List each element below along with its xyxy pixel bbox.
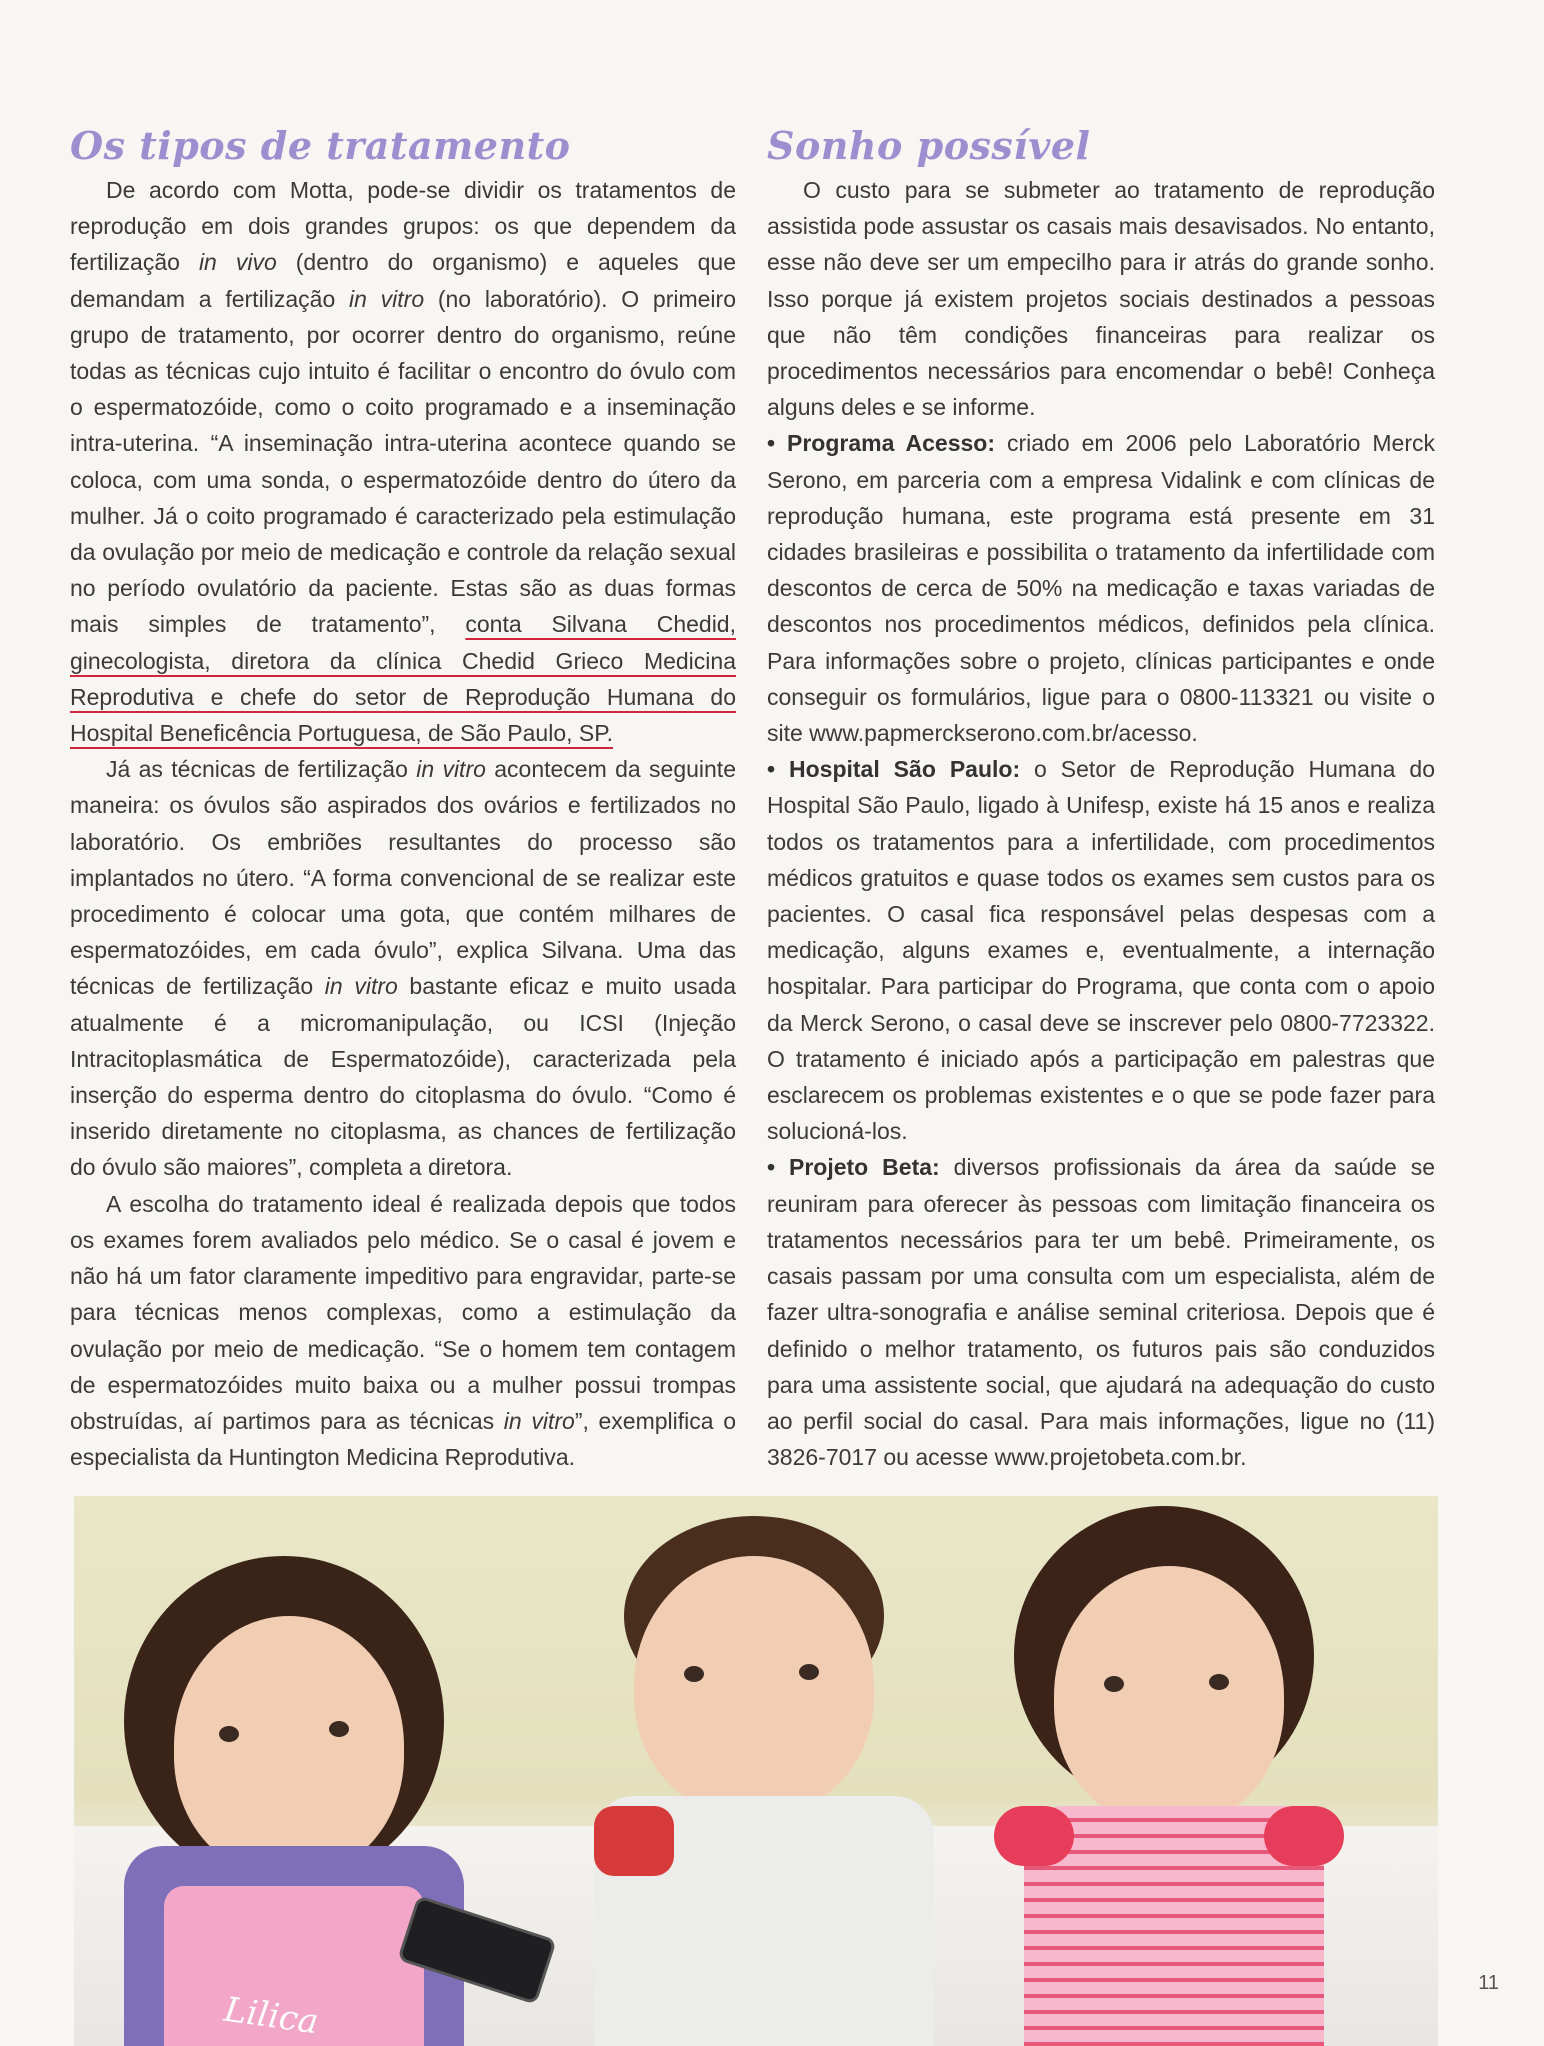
children-photo [74, 1496, 1438, 2046]
girl-left [104, 1556, 524, 2046]
bullet-label: • Projeto Beta: [767, 1154, 940, 1181]
girl-right [994, 1506, 1374, 2046]
text-run: Já as técnicas de fertilização [106, 756, 417, 783]
bullet-text: criado em 2006 pelo Laboratório Merck Serono, em parceria com a empresa Vidalink e com clínicas de reprodução humana, este programa está presente em 31 cidades brasileiras e possibilita o tratamento da infertilidade com descontos de cerca de 50% na medicação e taxas variadas de descontos nos procedimentos médicos, definidos pela clínica. Para informações sobre o projeto, clínicas participantes e onde conseguir os formulários, ligue para o 0800-113321 ou visite o site www.papmerckserono.com.br/acesso. [767, 430, 1435, 747]
italic-term: in vitro [324, 973, 398, 1000]
page-number: 11 [1478, 1972, 1499, 1994]
bullet-hospital-sao-paulo [767, 751, 1435, 1149]
bullet-label: • Hospital São Paulo: [767, 756, 1021, 783]
italic-term: in vitro [503, 1407, 575, 1434]
bullet-label: • Programa Acesso: [767, 430, 995, 457]
bullet-text: diversos profissionais da área da saúde se reuniram para oferecer às pessoas com limitação financeira os tratamentos necessários para ter um bebê. Primeiramente, os casais passam por uma consulta com um especialista, além de fazer ultra-sonografia e análise seminal criteriosa. Depois que é definido o melhor tratamento, os futuros pais são conduzidos para uma assistente social, que ajudará na adequação do custo ao perfil social do casal. Para mais informações, ligue no (11) 3826-7017 ou acesse www.projetobeta.com.br. [767, 1154, 1435, 1471]
section-heading-treatment-types: Os tipos de tratamento [70, 123, 571, 168]
paragraph-treatment-choice [70, 1186, 736, 1476]
underlined-attribution: conta Silvana Chedid, ginecologista, diretora da clínica Chedid Grieco Medicina Reprodutiva e chefe do setor de Reprodução Humana do Hospital Beneficência Portuguesa, de São Paulo, SP. [70, 611, 736, 747]
eye [1209, 1674, 1229, 1690]
italic-term: in vitro [416, 756, 486, 783]
text-run: (dentro do organismo) e aqueles que demandam a fertilização [70, 249, 736, 312]
face [634, 1556, 874, 1816]
text-run: (no laboratório). O primeiro grupo de tratamento, por ocorrer dentro do organismo, reúne todas as técnicas cujo intuito é facilitar o encontro do óvulo com o espermatozóide, como o coito programado e a inseminação intra-uterina. “A inseminação intra-uterina acontece quando se coloca, com uma sonda, o espermatozóide dentro do útero da mulher. Já o coito programado é caracterizado pela estimulação da ovulação por meio de medicação e controle da relação sexual no período ovulatório da paciente. Estas são as duas formas mais simples de tratamento”, [70, 285, 736, 638]
text-run: De acordo com Motta, pode-se dividir os tratamentos de reprodução em dois grandes grupos: os que dependem da fertilização [70, 177, 736, 276]
eye [684, 1666, 704, 1682]
right-column [767, 120, 1435, 1475]
face [1054, 1566, 1284, 1826]
left-column [70, 120, 736, 1475]
section-heading-possible-dream: Sonho possível [767, 123, 1091, 168]
italic-term: in vivo [198, 249, 277, 276]
pink-dress [164, 1886, 424, 2046]
boy-middle [594, 1516, 954, 2046]
paragraph-intro: O custo para se submeter ao tratamento de reprodução assistida pode assustar os casais mais desavisados. No entanto, esse não deve ser um empecilho para ir atrás do grande sonho. Isso porque já existem projetos sociais destinados a pessoas que não têm condições financeiras para realizar os procedimentos necessários para encomendar o bebê! Conheça alguns deles e se informe. [767, 177, 1435, 421]
bullet-programa-acesso [767, 425, 1435, 751]
eye [1104, 1676, 1124, 1692]
red-sleeve [994, 1806, 1074, 1866]
bullet-projeto-beta [767, 1149, 1435, 1475]
text-run: acontecem da seguinte maneira: os óvulos são aspirados dos ovários e fertilizados no laboratório. Os embriões resultantes do processo são implantados no útero. “A forma convencional de se realizar este procedimento é colocar uma gota, que contém milhares de espermatozóides, em cada óvulo”, explica Silvana. Uma das técnicas de fertilização [70, 756, 736, 1000]
text-run: A escolha do tratamento ideal é realizada depois que todos os exames forem avaliados pelo médico. Se o casal é jovem e não há um fator claramente impeditivo para engravidar, parte-se para técnicas menos complexas, como a estimulação da ovulação por meio de medicação. “Se o homem tem contagem de espermatozóides muito baixa ou a mulher possui trompas obstruídas, aí partimos para as técnicas [70, 1190, 736, 1434]
red-sleeve [1264, 1806, 1344, 1866]
eye [219, 1726, 239, 1742]
text-run: ”, exemplifica o especialista da Huntington Medicina Reprodutiva. [70, 1407, 737, 1471]
text-run: bastante eficaz e muito usada atualmente é a micromanipulação, ou ICSI (Injeção Intracitoplasmática de Espermatozóide), caracterizada pela inserção do esperma dentro do citoplasma do óvulo. “Como é inserido diretamente no citoplasma, as chances de fertilização do óvulo são maiores”, completa a diretora. [70, 973, 736, 1181]
face [174, 1616, 404, 1876]
paragraph-in-vitro [70, 751, 736, 1185]
red-sleeve [594, 1806, 674, 1876]
eye [329, 1721, 349, 1737]
bullet-text: o Setor de Reprodução Humana do Hospital São Paulo, ligado à Unifesp, existe há 15 anos e realiza todos os tratamentos para a infertilidade, com procedimentos médicos gratuitos e quase todos os exames sem custos para os pacientes. O casal fica responsável pelas despesas com a medicação, alguns exames e, eventualmente, a internação hospitalar. Para participar do Programa, que conta com o apoio da Merck Serono, o casal deve se inscrever pelo 0800-7723322. O tratamento é iniciado após a participação em palestras que esclarecem os problemas existentes e o que se pode fazer para solucioná-los. [767, 756, 1435, 1145]
paragraph-treatment-groups [70, 172, 736, 751]
eye [799, 1664, 819, 1680]
italic-term: in vitro [349, 285, 425, 312]
shirt-print: Lilica [221, 1989, 321, 2043]
